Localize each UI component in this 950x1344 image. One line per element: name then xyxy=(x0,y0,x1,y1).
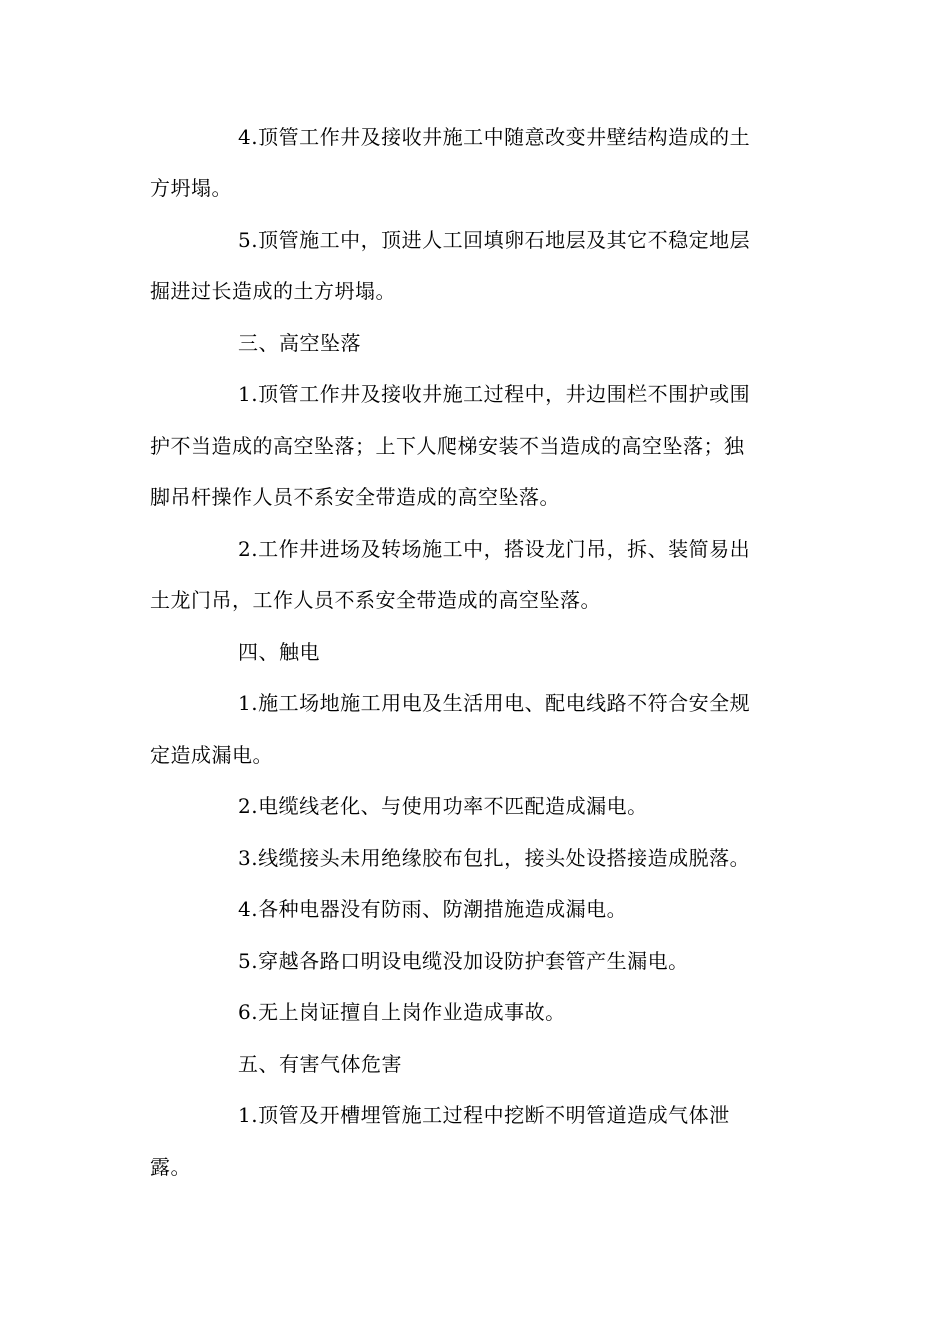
paragraph-line: 4.顶管工作井及接收井施工中随意改变井壁结构造成的土 xyxy=(238,125,751,149)
paragraph-line: 6.无上岗证擅自上岗作业造成事故。 xyxy=(238,1000,566,1024)
paragraph-line: 脚吊杆操作人员不系安全带造成的高空坠落。 xyxy=(150,485,560,509)
section-heading: 三、高空坠落 xyxy=(238,331,361,355)
paragraph-line: 方坍塌。 xyxy=(150,176,232,200)
paragraph-line: 2.电缆线老化、与使用功率不匹配造成漏电。 xyxy=(238,794,648,818)
paragraph-line: 掘进过长造成的土方坍塌。 xyxy=(150,279,396,303)
section-heading: 五、有害气体危害 xyxy=(238,1052,402,1076)
paragraph-line: 5.穿越各路口明设电缆没加设防护套管产生漏电。 xyxy=(238,949,689,973)
paragraph-line: 4.各种电器没有防雨、防潮措施造成漏电。 xyxy=(238,897,628,921)
paragraph-line: 1.施工场地施工用电及生活用电、配电线路不符合安全规 xyxy=(238,691,751,715)
paragraph-line: 1.顶管工作井及接收井施工过程中，井边围栏不围护或围 xyxy=(238,382,751,406)
paragraph-line: 3.线缆接头未用绝缘胶布包扎，接头处设搭接造成脱落。 xyxy=(238,846,751,870)
paragraph-line: 露。 xyxy=(150,1155,191,1179)
paragraph-line: 护不当造成的高空坠落；上下人爬梯安装不当造成的高空坠落；独 xyxy=(150,434,745,458)
section-heading: 四、触电 xyxy=(238,640,320,664)
paragraph-line: 5.顶管施工中，顶进人工回填卵石地层及其它不稳定地层 xyxy=(238,228,751,252)
paragraph-line: 定造成漏电。 xyxy=(150,743,273,767)
paragraph-line: 1.顶管及开槽埋管施工过程中挖断不明管道造成气体泄 xyxy=(238,1103,730,1127)
paragraph-line: 土龙门吊，工作人员不系安全带造成的高空坠落。 xyxy=(150,588,601,612)
paragraph-line: 2.工作井进场及转场施工中，搭设龙门吊，拆、装简易出 xyxy=(238,537,751,561)
